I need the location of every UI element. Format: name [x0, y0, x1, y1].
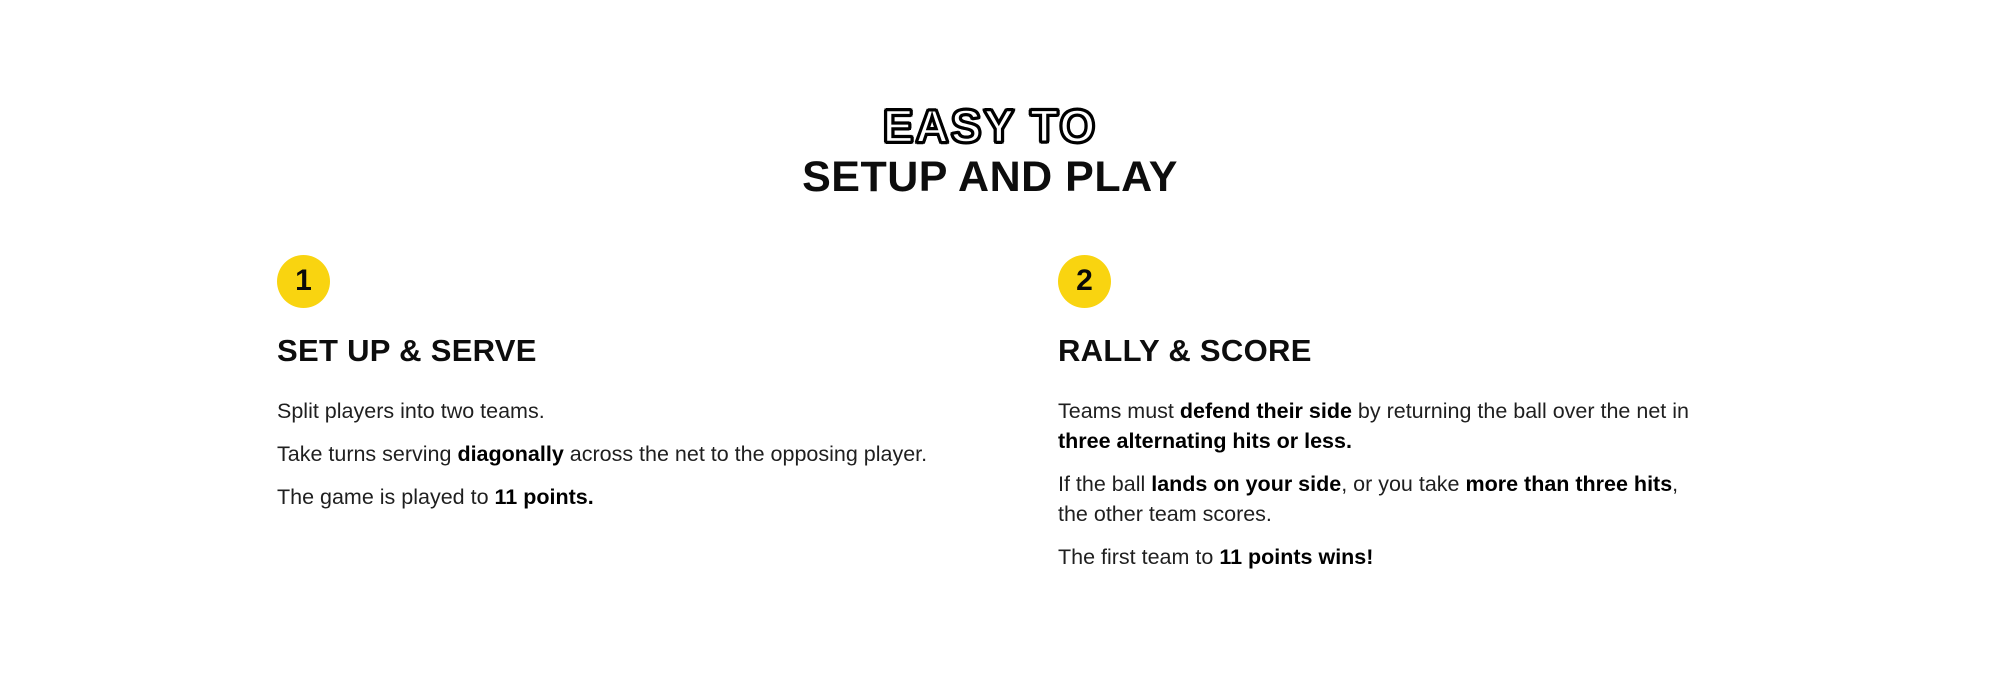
- step-number-badge: [277, 255, 330, 308]
- section-body: [1058, 396, 1718, 572]
- step-number: 2: [1076, 263, 1093, 297]
- body-text: across the net to the opposing player.: [563, 442, 928, 466]
- section-body: [277, 396, 997, 512]
- body-text: The first team to: [1058, 545, 1220, 569]
- body-text: , or you take: [1341, 472, 1466, 496]
- step-number: 1: [295, 263, 312, 297]
- emphasis-text: lands on your side: [1151, 472, 1342, 496]
- section-heading: RALLY & SCORE: [1058, 333, 1312, 368]
- body-text: Split players into two teams.: [277, 399, 545, 423]
- emphasis-text: defend their side: [1179, 399, 1352, 423]
- title-outline-line: EASY TO: [882, 100, 1098, 152]
- section-heading: SET UP & SERVE: [277, 333, 537, 368]
- body-text: by returning the ball over the net in: [1351, 399, 1689, 423]
- emphasis-text: 11 points wins!: [1219, 545, 1374, 569]
- section-setup-serve: [277, 255, 997, 525]
- page-title: [0, 100, 1980, 202]
- body-text: Teams must: [1058, 399, 1180, 423]
- body-text: The game is played to: [277, 485, 495, 509]
- emphasis-text: 11 points.: [494, 485, 594, 509]
- instruction-paragraph: [277, 439, 997, 469]
- title-main-line: SETUP AND PLAY: [802, 153, 1178, 201]
- emphasis-text: diagonally: [457, 442, 564, 466]
- body-text: If the ball: [1058, 472, 1152, 496]
- step-number-badge: [1058, 255, 1111, 308]
- instruction-paragraph: [1058, 469, 1718, 529]
- instruction-paragraph: [277, 482, 997, 512]
- emphasis-text: more than three hits: [1465, 472, 1673, 496]
- body-text: ,: [1672, 472, 1679, 496]
- body-text: Take turns serving: [277, 442, 458, 466]
- instruction-paragraph: [1058, 542, 1718, 572]
- instruction-paragraph: [1058, 396, 1718, 456]
- emphasis-text: three alternating hits or less.: [1058, 429, 1352, 453]
- instruction-paragraph: [277, 396, 997, 426]
- section-rally-score: [1058, 255, 1718, 585]
- body-text: the other team scores.: [1058, 502, 1272, 526]
